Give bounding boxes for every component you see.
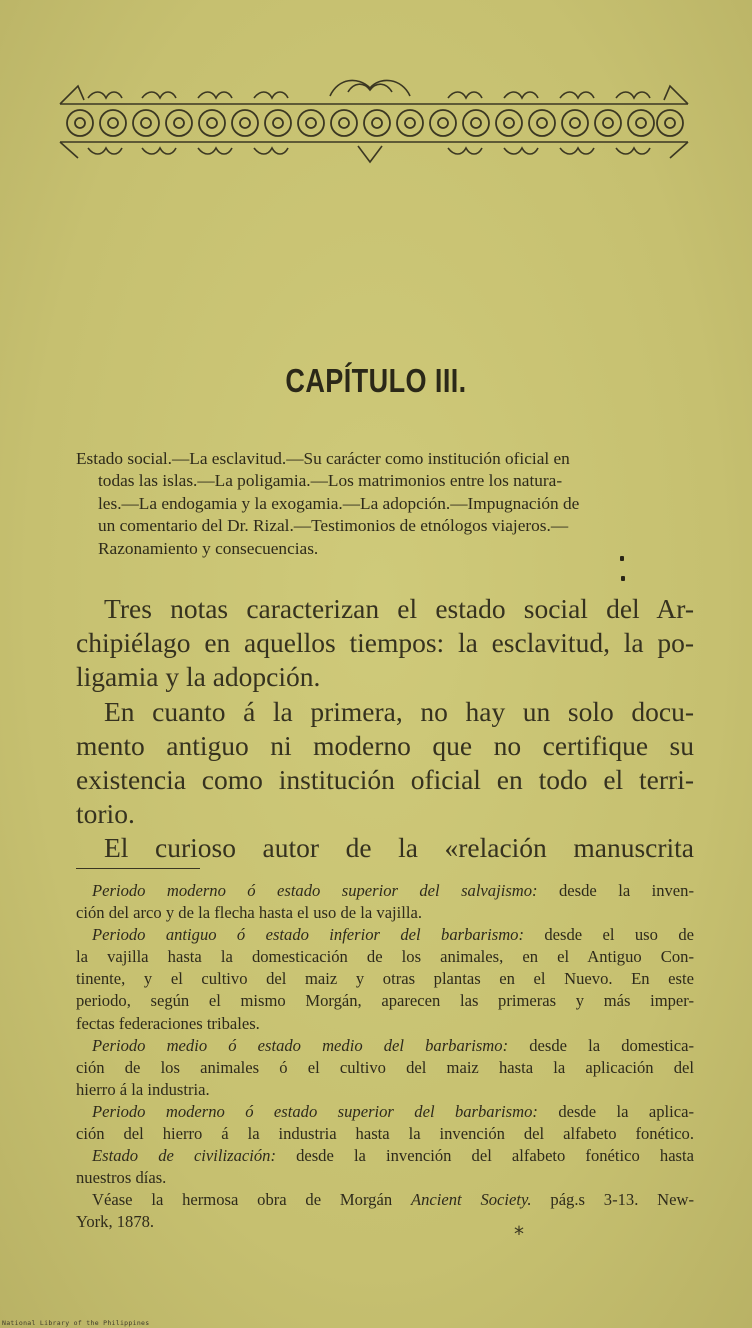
ornamental-scroll-band-icon bbox=[60, 80, 688, 162]
footnote-line: ción de los animales ó el cultivo del maiz hasta la aplicación del bbox=[76, 1057, 694, 1077]
footnote-line bbox=[76, 924, 694, 946]
footnote-line: la vajilla hasta la domesticación de los animales, en el Antiguo Con- bbox=[76, 947, 694, 967]
footnote-line bbox=[76, 1101, 694, 1123]
paragraph-line: El curioso autor de la «relación manuscrita bbox=[104, 832, 694, 864]
footnote-line: periodo, según el mismo Morgán, aparecen las primeras y más imper- bbox=[76, 991, 694, 1011]
footnote-line: fectas federaciones tribales. bbox=[76, 1013, 260, 1033]
chapter-heading: CAPÍTULO III. bbox=[285, 362, 467, 399]
paragraph-line: existencia como institución oficial en todo el terri- bbox=[76, 764, 694, 796]
stray-mark bbox=[621, 576, 625, 581]
footnote-term: Periodo moderno ó estado superior del barbarismo: bbox=[92, 1101, 538, 1121]
footnote-text: desde la domestica- bbox=[508, 1035, 694, 1055]
footnote-line: tinente, y el cultivo del maiz y otras plantas en el Nuevo. En este bbox=[76, 969, 694, 989]
footnote-term: Periodo moderno ó estado superior del salvajismo: bbox=[92, 881, 538, 900]
summary-line: les.—La endogamia y la exogamia.—La adopción.—Impugnación de bbox=[98, 493, 580, 513]
footnote-text: desde el uso de bbox=[524, 925, 694, 945]
footnote-text: pág.s 3-13. New- bbox=[531, 1190, 695, 1210]
footnote-line: ción del arco y de la flecha hasta el uso de la vajilla. bbox=[76, 903, 423, 923]
signature-mark: * bbox=[514, 1222, 524, 1246]
footnote-term: Estado de civilización: bbox=[92, 1146, 276, 1166]
footnote-line: hierro á la industria. bbox=[76, 1079, 210, 1099]
footnote-term: Periodo medio ó estado medio del barbarismo: bbox=[92, 1035, 509, 1055]
summary-line: Estado social.—La esclavitud.—Su carácter como institución oficial en bbox=[76, 449, 570, 468]
chapter-summary bbox=[76, 448, 694, 560]
footnote-line: ción del hierro á la industria hasta la invención del alfabeto fonético. bbox=[76, 1124, 694, 1144]
paragraph-line: ligamia y la adopción. bbox=[76, 661, 321, 693]
footnote-text: Véase la hermosa obra de Morgán bbox=[92, 1190, 411, 1210]
main-text bbox=[76, 592, 694, 866]
footnote-line bbox=[76, 1035, 694, 1057]
paragraph-line: Tres notas caracterizan el estado social del Ar- bbox=[104, 593, 694, 624]
summary-line: un comentario del Dr. Rizal.—Testimonios de etnólogos viajeros.— bbox=[98, 516, 569, 536]
footnote-rule bbox=[76, 868, 200, 869]
stray-mark bbox=[620, 556, 624, 561]
paragraph-line: torio. bbox=[76, 798, 135, 830]
ornamental-header-band bbox=[58, 76, 690, 168]
library-credit: National Library of the Philippines bbox=[2, 1319, 150, 1327]
footnote-line bbox=[76, 1189, 694, 1211]
footnote-line bbox=[76, 880, 694, 902]
paragraph-line: mento antiguo ni moderno que no certifique su bbox=[76, 729, 694, 761]
summary-line: todas las islas.—La poligamia.—Los matrimonios entre los natura- bbox=[98, 471, 563, 491]
footnote-book-title: Ancient Society. bbox=[410, 1190, 532, 1210]
footnote-line: York, 1878. bbox=[76, 1212, 155, 1232]
footnote-line bbox=[76, 1145, 694, 1167]
paragraph-line: chipiélago en aquellos tiempos: la esclavitud, la po- bbox=[76, 627, 694, 659]
paragraph-line: En cuanto á la primera, no hay un solo docu- bbox=[104, 695, 694, 727]
footnote-line: nuestros días. bbox=[76, 1168, 167, 1188]
footnotes bbox=[76, 880, 694, 1234]
footnote-term: Periodo antiguo ó estado inferior del barbarismo: bbox=[92, 925, 524, 945]
summary-line: Razonamiento y consecuencias. bbox=[98, 538, 319, 558]
footnote-text: desde la invención del alfabeto fonético hasta bbox=[275, 1146, 694, 1166]
footnote-text: desde la aplica- bbox=[537, 1101, 694, 1121]
footnote-text: desde la inven- bbox=[537, 881, 694, 900]
